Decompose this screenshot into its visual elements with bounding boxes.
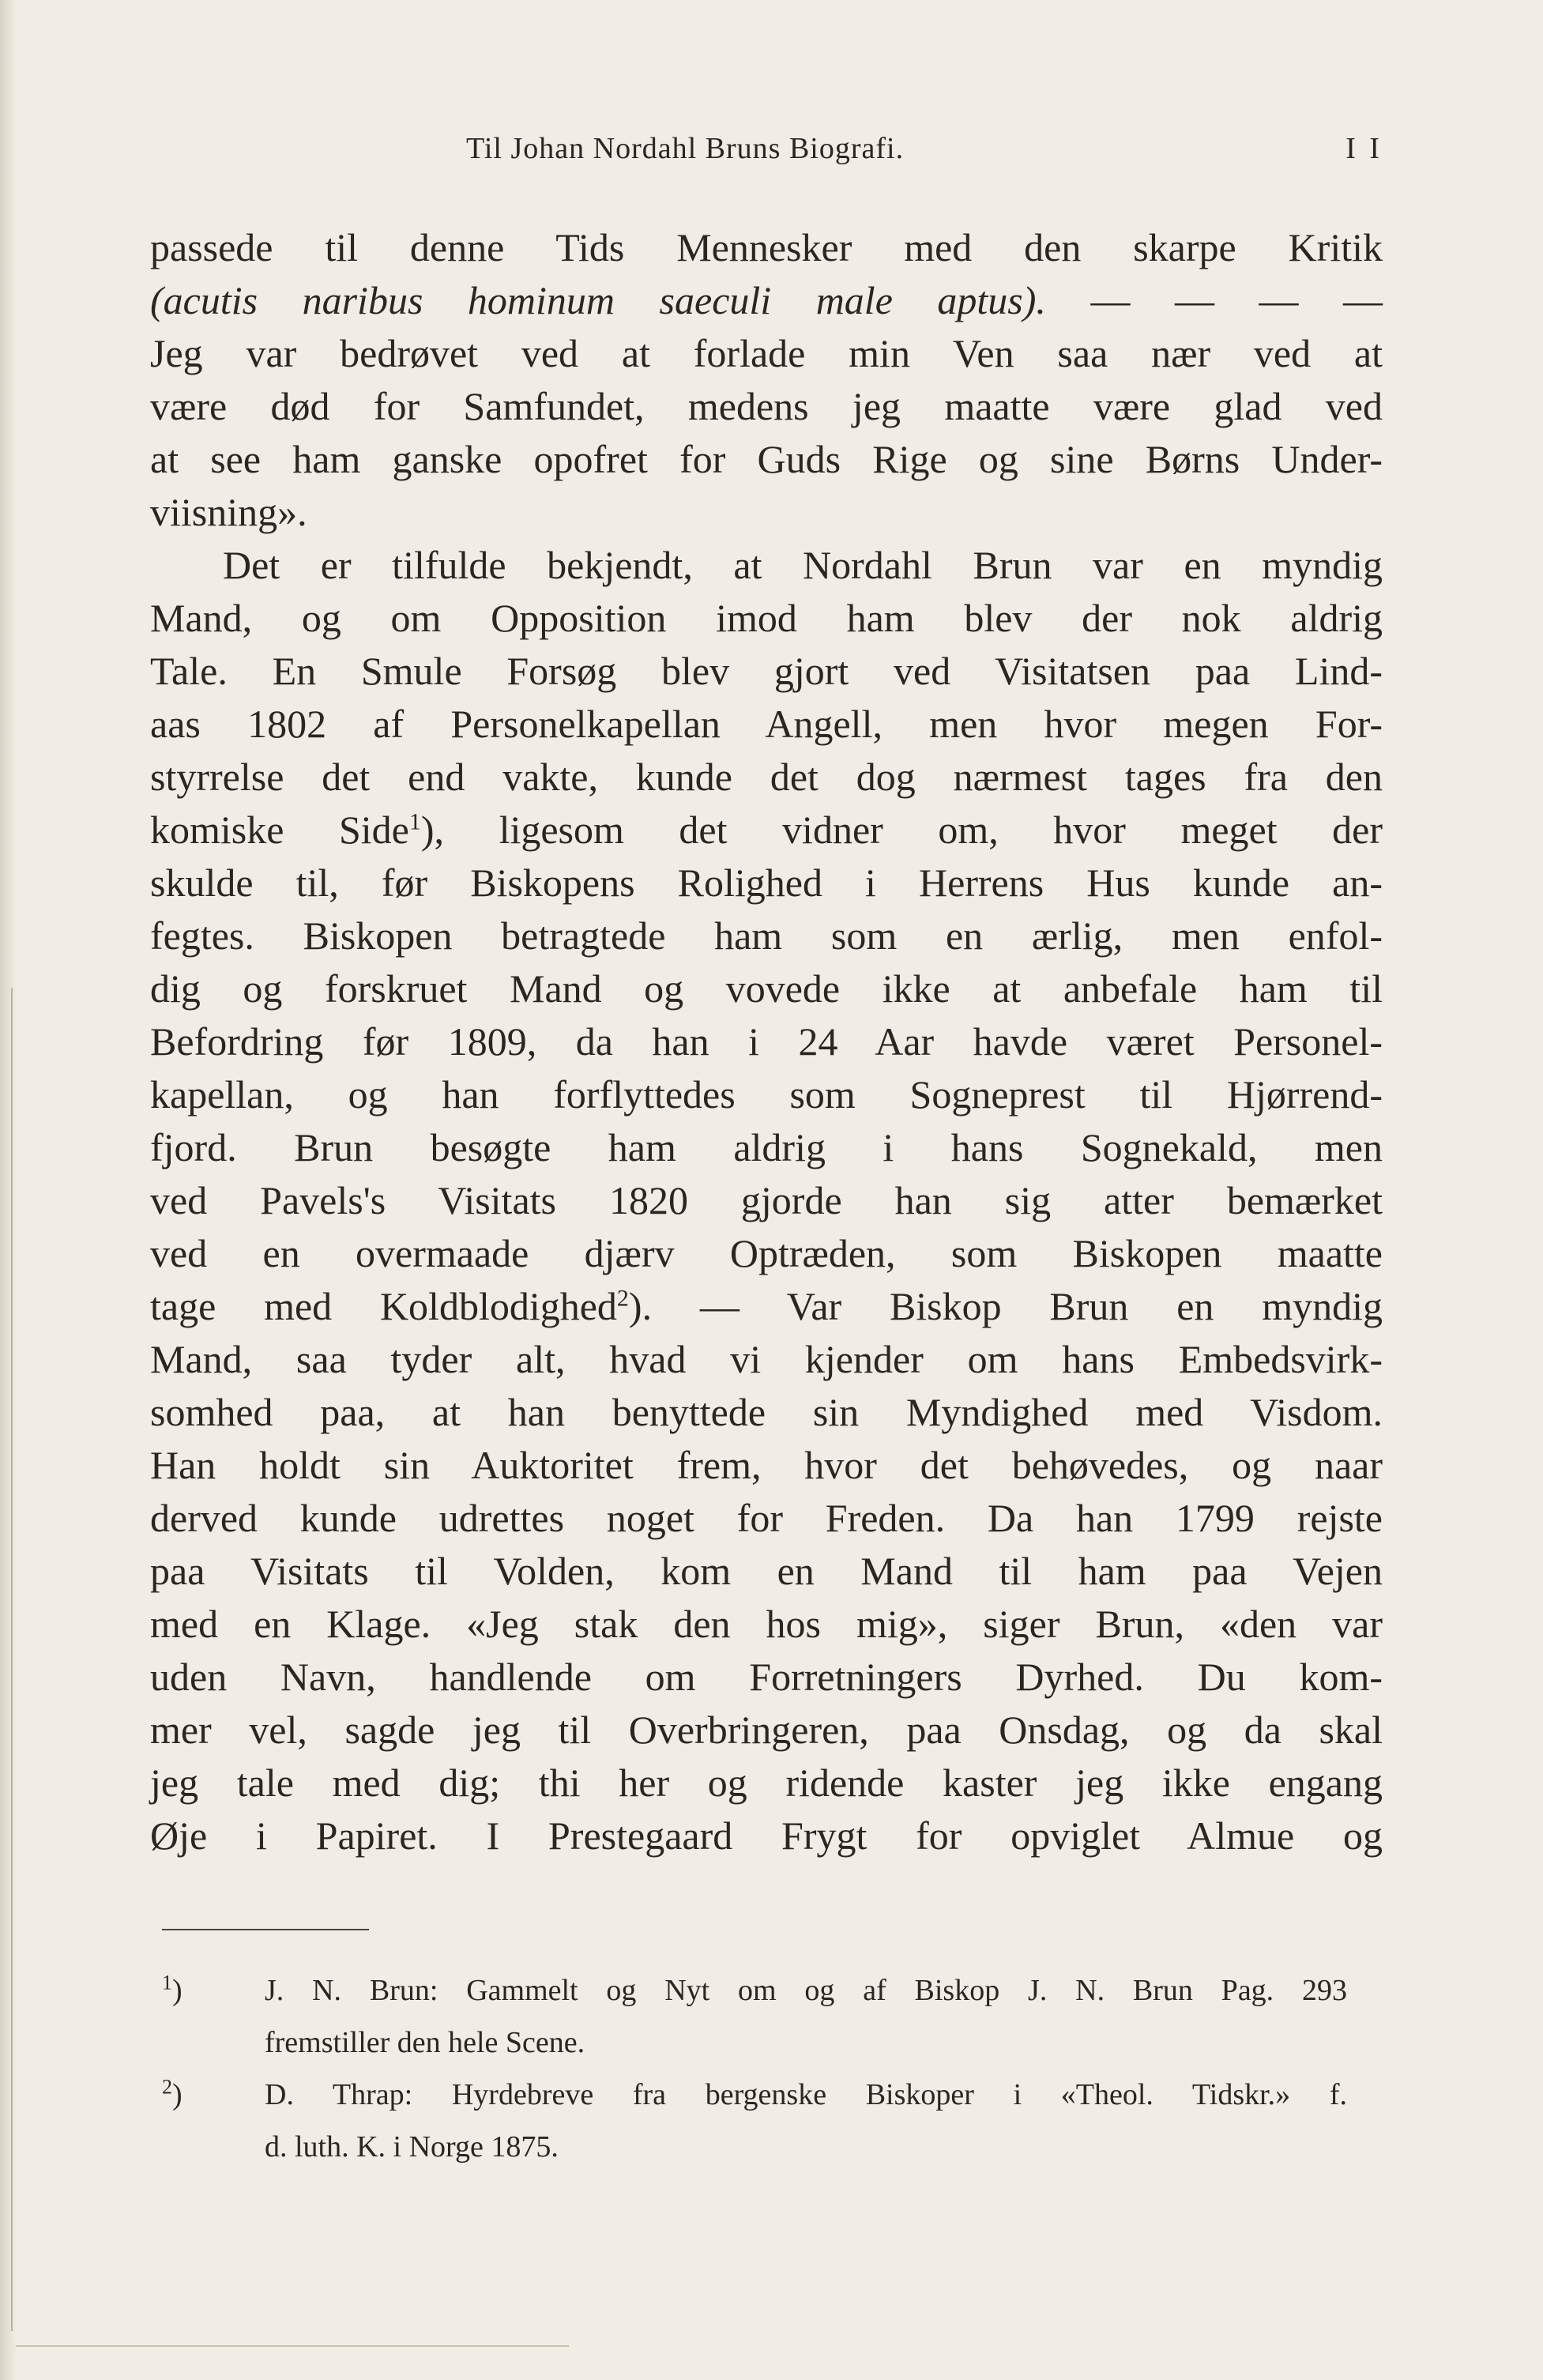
footnote-ref-2: 2 — [616, 1285, 629, 1312]
footnote-1 — [162, 1964, 1347, 2069]
text-line: derved kunde udrettes noget for Freden. Da han 1799 rejste — [150, 1496, 1383, 1540]
dash-run: — — — — — [1045, 278, 1383, 322]
text-line: være død for Samfundet, medens jeg maatte være glad ved — [150, 384, 1383, 428]
footnote-line — [162, 2069, 1347, 2121]
text-line: jeg tale med dig; thi her og ridende kaster jeg ikke engang — [150, 1761, 1383, 1805]
footnote-ref-1: 1 — [408, 808, 421, 835]
footnotes — [162, 1964, 1347, 2173]
text-line: dig og forskruet Mand og vovede ikke at anbefale ham til — [150, 966, 1383, 1011]
footnote-line: d. luth. K. i Norge 1875. — [265, 2130, 559, 2163]
text-line: styrrelse det end vakte, kunde det dog nærmest tages fra den — [150, 755, 1383, 799]
text-line: mer vel, sagde jeg til Overbringeren, paa Onsdag, og da skal — [150, 1708, 1383, 1752]
bottom-scan-mark — [16, 2345, 569, 2347]
text-segment: ). — Var Biskop Brun en myndig — [628, 1284, 1383, 1328]
footnote-marker: $^2$) — [162, 2075, 183, 2111]
text-line: somhed paa, at han benyttede sin Myndighed med Visdom. — [150, 1390, 1383, 1434]
footnote-line: fremstiller den hele Scene. — [265, 2026, 585, 2059]
running-title: Til Johan Nordahl Bruns Biografi. — [466, 132, 905, 165]
body-text — [150, 221, 1383, 1862]
text-line: aas 1802 af Personelkapellan Angell, men hvor megen For- — [150, 702, 1383, 746]
text-line: fjord. Brun besøgte ham aldrig i hans Sognekald, men — [150, 1125, 1383, 1169]
text-line: ved Pavels's Visitats 1820 gjorde han sig atter bemærket — [150, 1178, 1383, 1222]
footnote-text: J. N. Brun: Gammelt og Nyt om og af Biskop J. N. Brun Pag. 293 — [265, 1974, 1347, 2007]
text-line: Mand, og om Opposition imod ham blev der nok aldrig — [150, 596, 1383, 640]
text-line: kapellan, og han forflyttedes som Sogneprest til Hjørrend- — [150, 1072, 1383, 1117]
text-line — [150, 274, 1383, 327]
text-line: Øje i Papiret. I Prestegaard Frygt for opviglet Almue og — [150, 1813, 1383, 1858]
text-line: Jeg var bedrøvet ved at forlade min Ven saa nær ved at — [150, 331, 1383, 375]
paragraph-start-line: Det er tilfulde bekjendt, at Nordahl Brun var en myndig — [223, 543, 1383, 587]
text-line: passede til denne Tids Mennesker med den skarpe Kritik — [150, 225, 1383, 269]
text-line: uden Navn, handlende om Forretningers Dyrhed. Du kom- — [150, 1655, 1383, 1699]
page-edge-line — [11, 988, 13, 2331]
footnote-2 — [162, 2069, 1347, 2173]
footnote-text: D. Thrap: Hyrdebreve fra bergenske Biskoper i «Theol. Tidskr.» f. — [265, 2078, 1347, 2111]
text-line: ved en overmaade djærv Optræden, som Biskopen maatte — [150, 1231, 1383, 1275]
text-line: med en Klage. «Jeg stak den hos mig», siger Brun, «den var — [150, 1602, 1383, 1646]
text-line — [150, 1280, 1383, 1333]
page-header — [150, 131, 1383, 179]
footnote-line — [162, 1964, 1347, 2017]
text-line: viisning». — [150, 490, 307, 534]
text-line: paa Visitats til Volden, kom en Mand til ham paa Vejen — [150, 1549, 1383, 1593]
page-number: I I — [1345, 132, 1383, 165]
text-line: fegtes. Biskopen betragtede ham som en ærlig, men enfol- — [150, 913, 1383, 958]
text-segment: ), ligesom det vidner om, hvor meget der — [420, 808, 1383, 852]
footnote-number: 1 — [162, 1971, 172, 1994]
footnote-marker: $^1$) — [162, 1971, 183, 2007]
footnote-divider — [162, 1929, 369, 1930]
text-line: Mand, saa tyder alt, hvad vi kjender om hans Embedsvirk- — [150, 1337, 1383, 1381]
footnote-number: 2 — [162, 2075, 172, 2099]
text-line: at see ham ganske opofret for Guds Rige og sine Børns Under- — [150, 437, 1383, 481]
text-line — [150, 804, 1383, 857]
page-edge-shadow — [0, 0, 17, 2380]
text-line: Tale. En Smule Forsøg blev gjort ved Visitatsen paa Lind- — [150, 649, 1383, 693]
latin-quote: (acutis naribus hominum saeculi male aptus). — [150, 278, 1046, 322]
text-line: Befordring før 1809, da han i 24 Aar havde været Personel- — [150, 1019, 1383, 1064]
text-segment: tage med Koldblodighed — [150, 1284, 617, 1328]
text-segment: komiske Side — [150, 808, 409, 852]
text-line: Han holdt sin Auktoritet frem, hvor det behøvedes, og naar — [150, 1443, 1383, 1487]
text-line: skulde til, før Biskopens Rolighed i Herrens Hus kunde an- — [150, 860, 1383, 905]
